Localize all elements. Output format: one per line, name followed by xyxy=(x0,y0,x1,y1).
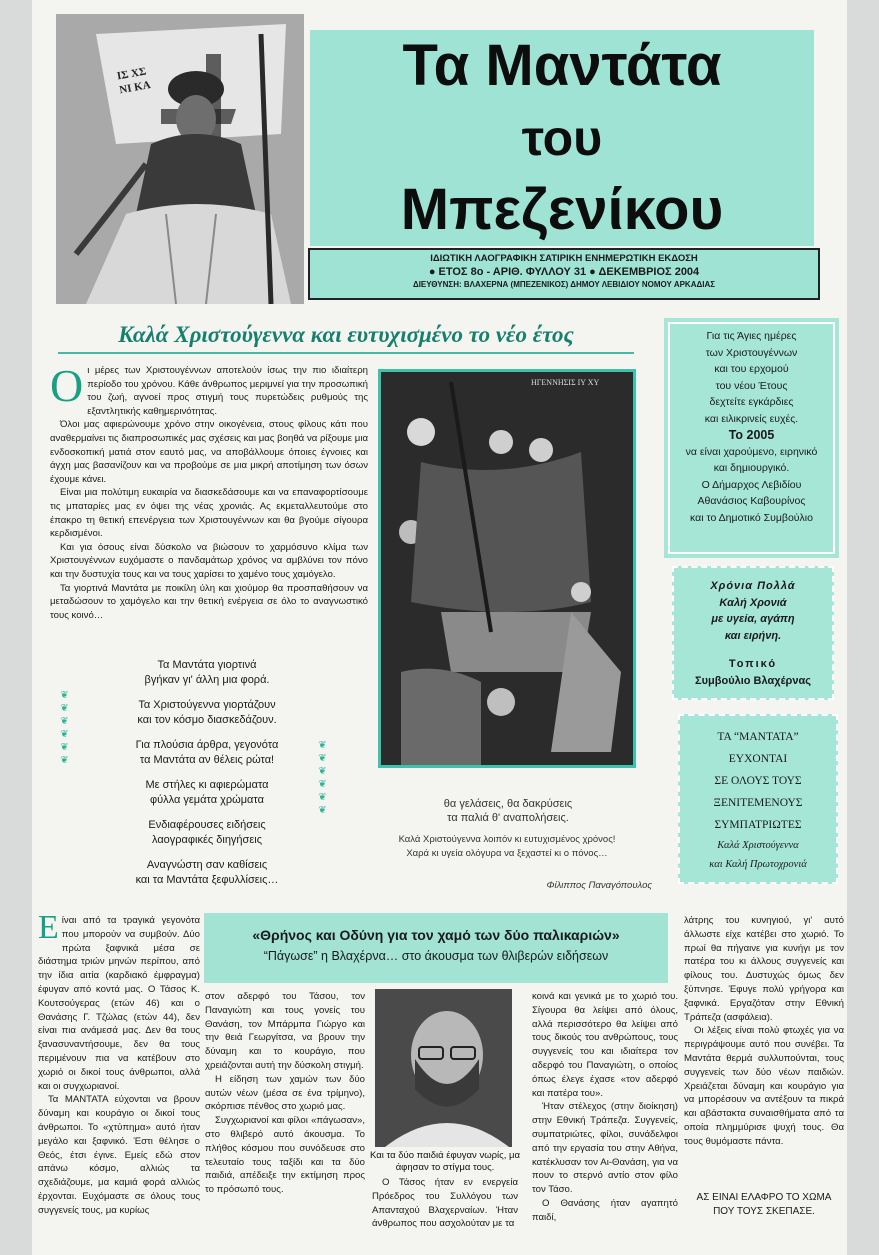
masthead-title-line1: Τα Μαντάτα xyxy=(402,33,722,98)
icon-caption-3: Καλά Χριστούγεννα λοιπόν κι ευτυχισμένος χρόνος! xyxy=(398,834,616,845)
greeting-line: και δημιουργικό. xyxy=(713,462,790,474)
expat-line: ΣΕ ΟΛΟΥΣ ΤΟΥΣ xyxy=(714,775,802,787)
warrior-illustration xyxy=(56,14,304,304)
tragedy-col3d: Ο Θανάσης ήταν αγαπητό παιδί, xyxy=(532,1197,678,1223)
christmas-p5: Τα γιορτινά Μαντάτα με ποικίλη ύλη και χιούμορ θα προσπαθήσουν να μεταδώσουν το χαμόγελο και την θετική ενέργεια σε όλο το αναγνωστικό τους κοινό… xyxy=(50,582,368,621)
tragedy-col2c: Συγχωριανοί και φίλοι «πάγωσαν», στο θλιβερό αυτό άκουσμα. Το πλήθος κόσμου που συνόδευσε στο τελευταίο τους ταξίδι και τα δύο παιδιά, απέδειξε την εκτίμηση προς το πρόσωπό τους. xyxy=(205,1115,365,1196)
greeting-line: και ειλικρινείς ευχές. xyxy=(704,412,799,425)
portrait-caption: Και τα δύο παιδιά έφυγαν νωρίς, μα άφησαν το στίγμα τους. xyxy=(370,1150,520,1173)
tragedy-column-4 xyxy=(684,914,844,1149)
masthead-title-line2: του xyxy=(521,110,603,166)
greeting-line: και το Δημοτικό Συμβούλιο xyxy=(690,511,813,524)
christmas-article xyxy=(50,360,368,622)
mayor-greeting-box xyxy=(664,318,839,558)
tragedy-column-1 xyxy=(38,909,200,1218)
christmas-p2: Όλοι μας αφιερώνουμε χρόνο στην οικογένεια, στους φίλους κάτι που αναθερμαίνει τις διαπροσωπικές μας σχέσεις και μας βοηθά να ρίξουμε μια ενδοσκοπική ματιά στον εαυτό μας, να αποβάλλουμε όποιες έγνοιες και άγχη μας βασανίζουν και να προβούμε σε μια μικρή αποτίμηση των όσων έχουμε κάνει. xyxy=(50,419,368,485)
verse-line: και τον κόσμο διασκεδάζουν. xyxy=(137,714,277,726)
decorative-flourish-right: ❦❦❦❦❦❦ xyxy=(317,740,328,818)
tragedy-banner xyxy=(204,913,668,983)
tragedy-col2b: Η είδηση των χαμών των δύο αυτών νέων (μέσα σε ένα τρίμηνο), σκόρπισε πένθος στο χωριό μας. xyxy=(205,1073,365,1113)
christmas-p3: Είναι μια πολύτιμη ευκαιρία να διασκεδάσουμε και να επαναφορτίσουμε τις μπαταρίες μας εν όψει της νέας χρονιάς. Ας εκμεταλλευτούμε στο έπακρο τη θετική επενέργεια των Χριστουγέννων και θα βγούμε σίγουρα κερδισμένοι. xyxy=(50,487,368,540)
christmas-verse xyxy=(72,658,342,898)
tragedy-col3b: κοινά και γενικά με το χωριό του. Σίγουρα θα λείψει από όλους, αλλά περισσότερο θα λείψει από τους δικούς του ανθρώπους, τους συγγενείς του και ιδιαίτερα τον αδερφό του Παναγιώτη, ο οποίος όπως έλεγε έχασε «τον αδερφό και πατέρα του». xyxy=(532,991,678,1099)
council-wish-line: Χρόνια Πολλά xyxy=(710,580,796,592)
flag-text: ΙΣ ΧΣ ΝΙ ΚΑ xyxy=(116,65,152,97)
tragedy-col2a: στον αδερφό του Τάσου, τον Παναγιώτη και τους γονείς του Θανάση, τον Μπάρμπα Γιώργο και την θειά Γεωργίτσα, να βρουν την δύναμη και το κουράγιο, που χρειάζονται αυτή την δύσκολη στιγμή. xyxy=(205,991,365,1071)
christmas-p1: ι μέρες των Χριστουγέννων αποτελούν ίσως την πιο ιδιαίτερη περίοδο του χρόνου. Κάθε άνθρωπος μεριμνεί για την προσωπική του ζωή, αγνοεί προς στιγμή τους πυρετώδεις ρυθμούς της εξαντλητικής καθημερινότητας. xyxy=(87,365,368,417)
council-sign-line: Συμβούλιο Βλαχέρνας xyxy=(695,674,811,687)
verse-stanza xyxy=(72,698,342,728)
epitaph-line-2: ΠΟΥ ΤΟΥΣ ΣΚΕΠΑΣΕ. xyxy=(713,1206,815,1217)
expat-line: ΞΕΝΙΤΕΜΕΝΟΥΣ xyxy=(713,797,803,809)
expat-sign-line: Καλά Χριστούγεννα xyxy=(717,840,799,851)
tragedy-col4b: Οι λέξεις είναι πολύ φτωχές για να περιγράψουμε αυτό που συνέβει. Τα Μαντάτα θερμά συλλυπούνται, τους συγγενείς των δύο νέων παιδιών. Χρειάζεται δύναμη και κουράγιο για να μπορέσουν να αντέξουν τα πικρά και αβάστακτα συναισθήματα από τα οποία πλημμύρισε ψυχή τους. Θα τους θυμόμαστε πάντα. xyxy=(684,1025,844,1147)
icon-caption-2: τα παλιά θ' αναπολήσεις. xyxy=(447,812,569,824)
decorative-flourish-left: ❦❦❦❦❦❦ xyxy=(59,690,70,768)
verse-line: λαογραφικές διηγήσεις xyxy=(151,834,262,846)
portrait-photo xyxy=(375,989,512,1147)
verse-stanza xyxy=(72,778,342,808)
expat-sign-line: και Καλή Πρωτοχρονιά xyxy=(709,859,807,870)
council-wish-line: Καλή Χρονιά xyxy=(719,596,787,609)
tragedy-title: «Θρήνος και Οδύνη για τον χαμό των δύο παλικαριών» xyxy=(252,927,620,943)
greeting-line: Αθανάσιος Καβουρίνος xyxy=(697,495,806,507)
christmas-dropcap: Ο xyxy=(50,360,84,411)
tragedy-column-2 xyxy=(205,990,365,1197)
council-greeting-box xyxy=(672,566,834,700)
tragedy-col3a: Ο Τάσος ήταν εν ενεργεία Πρόεδρος του Συλλόγου των Απανταχού Βλαχερναίων. Ήταν άνθρωπος που ασχολούταν με τα xyxy=(372,1177,518,1230)
verse-stanza xyxy=(72,658,342,688)
article-author: Φίλιππος Παναγόπουλος xyxy=(546,880,652,891)
greeting-line: και του ερχομού xyxy=(714,363,789,375)
epitaph-line-1: ΑΣ ΕΙΝΑΙ ΕΛΑΦΡΟ ΤΟ ΧΩΜΑ xyxy=(696,1192,832,1203)
verse-line: Τα Χριστούγεννα γιορτάζουν xyxy=(138,699,276,711)
headline-rule xyxy=(58,352,634,354)
christmas-headline: Καλά Χριστούγεννα και ευτυχισμένο το νέο έτος xyxy=(118,322,574,347)
tragedy-subtitle: “Πάγωσε” η Βλαχέρνα… στο άκουσμα των θλιβερών ειδήσεων xyxy=(263,949,609,963)
greeting-line: να είναι χαρούμενο, ειρηνικό xyxy=(685,445,818,458)
verse-stanza xyxy=(72,818,342,848)
expat-line: ΤΑ “ΜΑΝΤΑΤΑ” xyxy=(717,731,799,743)
council-wish-line: με υγεία, αγάπη xyxy=(711,613,795,625)
nativity-icon-frame xyxy=(378,369,636,768)
masthead-title-line3: Μπεζενίκου xyxy=(400,177,724,242)
nativity-icon-image xyxy=(381,372,633,765)
greeting-line: Ο Δήμαρχος Λεβιδίου xyxy=(701,478,802,491)
expat-line: ΣΥΜΠΑΤΡΙΩΤΕΣ xyxy=(714,819,802,831)
verse-stanza xyxy=(72,738,342,768)
tragedy-col3c: Ήταν στέλεχος (στην διοίκηση) στην Εθνική Τράπεζα. Συγγενείς, συμπατριώτες, φίλοι, συνάδελφοι από την εργασία του στην Αθήνα, κατέκλυσαν τον Αι-Θανάση, για να πουν το στερνό αντίο στον φίλο τον Τάσο. xyxy=(532,1101,678,1196)
masthead-subtitle: ΙΔΙΩΤΙΚΗ ΛΑΟΓΡΑΦΙΚΗ ΣΑΤΙΡΙΚΗ ΕΝΗΜΕΡΩΤΙΚΗ ΕΚΔΟΣΗ xyxy=(430,253,698,264)
verse-line: Για πλούσια άρθρα, γεγονότα xyxy=(135,739,279,751)
masthead-info-box xyxy=(308,248,820,300)
verse-line: Αναγνώστη σαν καθίσεις xyxy=(146,859,268,871)
greeting-line: δεχτείτε εγκάρδιες xyxy=(709,396,794,408)
tragedy-col1b: Τα ΜΑΝΤΑΤΑ εύχονται να βρουν δύναμη και κουράγιο οι δικοί τους άνθρωποι. Το «χτύπημα» αυτό ήταν μεγάλο και ξαφνικό. Έστι θέλησε ο Θεός, έτσι έγινε. Εμείς εδώ στον απάνω κόσμο, αλλιώς τα σχεδιάζουμε, μα καμιά φορά αλλιώς έρχονται. Ευχόμαστε σε όλους τους συγγενείς τους, μα κυρίως xyxy=(38,1094,200,1216)
verse-line: και τα Μαντάτα ξεφυλλίσεις… xyxy=(135,874,279,886)
tragedy-col1a: ίναι από τα τραγικά γεγονότα που μπορούν να συμβούν. Δύο πρώτα ξαφνικά μέσα σε διάστημα τριών μηνών περίπου, από την ίδια αιτία (καρδιακό έμφραγμα) έφυγαν από κοντά μας. Ο Τάσος Κ. Κουτσούγερας (ετών 46) και ο Θανάσης Γ. Τζώλας (ετών 44), δεν είναι πια ανάμεσά μας. Δεν θα τους ξανασυναντήσουμε, δεν θα τους περιμένουν πια να κατέβουν στο χωριό οι δικοί τους άνθρωποι, αλλά και οι συγχωριανοί. xyxy=(38,915,200,1092)
tragedy-col4a: λάτρης του κυνηγιού, γι' αυτό άλλωστε είχε κατέβει στο χωριό. Το πρωί θα πήγαινε για κυνήγι με τον πατέρα του κι άλλους συγγενείς και φίλους του. Δυστυχώς όμως δεν ξύπνησε. Έφυγε πολύ γρήγορα και ξαφνικά. Εργαζόταν στην Εθνική Τράπεζα (ασφάλεια). xyxy=(684,915,844,1023)
greeting-line: των Χριστουγέννων xyxy=(705,346,798,359)
newspaper-page xyxy=(32,0,847,1255)
council-wish-line: και ειρήνη. xyxy=(724,629,782,642)
verse-line: Ενδιαφέρουσες ειδήσεις xyxy=(148,819,266,831)
verse-line: φύλλα γεμάτα χρώματα xyxy=(150,794,264,806)
masthead-issue: ● ΕΤΟΣ 8ο - ΑΡΙΘ. ΦΥΛΛΟΥ 31 ● ΔΕΚΕΜΒΡΙΟΣ 2004 xyxy=(428,266,700,278)
icon-caption-4: Χαρά κι υγεία ολόγυρα να ξεχαστεί κι ο πόνος… xyxy=(406,848,608,859)
icon-caption-1: θα γελάσεις, θα δακρύσεις xyxy=(443,798,573,810)
tragedy-column-3b xyxy=(532,990,678,1225)
verse-stanza xyxy=(72,858,342,888)
icon-inscription: ΗΓΕΝΝΗΣΙΣ ΙΥ ΧΥ xyxy=(531,378,600,387)
verse-line: τα Μαντάτα αν θέλεις ρώτα! xyxy=(139,754,275,766)
greeting-line: του νέου Έτους xyxy=(715,379,788,392)
verse-line: Με στήλες κι αφιερώματα xyxy=(145,779,269,791)
greeting-line: Για τις Άγιες ημέρες xyxy=(706,330,797,342)
expat-line: ΕΥΧΟΝΤΑΙ xyxy=(728,753,788,765)
nativity-illustration xyxy=(381,372,633,765)
christmas-p4: Και για όσους είναι δύσκολο να βιώσουν το χαρμόσυνο κλίμα των Χριστουγέννων ευχόμαστε ο πανδαμάτωρ χρόνος να αμβλύνει τον πόνο και την δυστυχία τους και να τους χαρίσει το χαμένο τους χαμόγελο. xyxy=(50,541,368,580)
expatriates-greeting-box xyxy=(678,714,838,884)
council-sign-line: Τοπικό xyxy=(728,658,778,670)
portrait-illustration xyxy=(375,989,512,1147)
masthead xyxy=(310,30,814,246)
greeting-year: Το 2005 xyxy=(728,428,775,442)
tragedy-dropcap: Ε xyxy=(38,909,59,946)
hero-engraving-image xyxy=(56,14,304,304)
verse-line: Τα Μαντάτα γιορτινά xyxy=(157,659,257,671)
tragedy-column-3 xyxy=(372,1176,518,1231)
verse-line: βγήκαν γι' άλλη μια φορά. xyxy=(144,674,270,686)
masthead-address: ΔΙΕΥΘΥΝΣΗ: ΒΛΑΧΕΡΝΑ (ΜΠΕΖΕΝΙΚΟΣ) ΔΗΜΟΥ ΛΕΒΙΔΙΟΥ ΝΟΜΟΥ ΑΡΚΑΔΙΑΣ xyxy=(412,280,716,289)
